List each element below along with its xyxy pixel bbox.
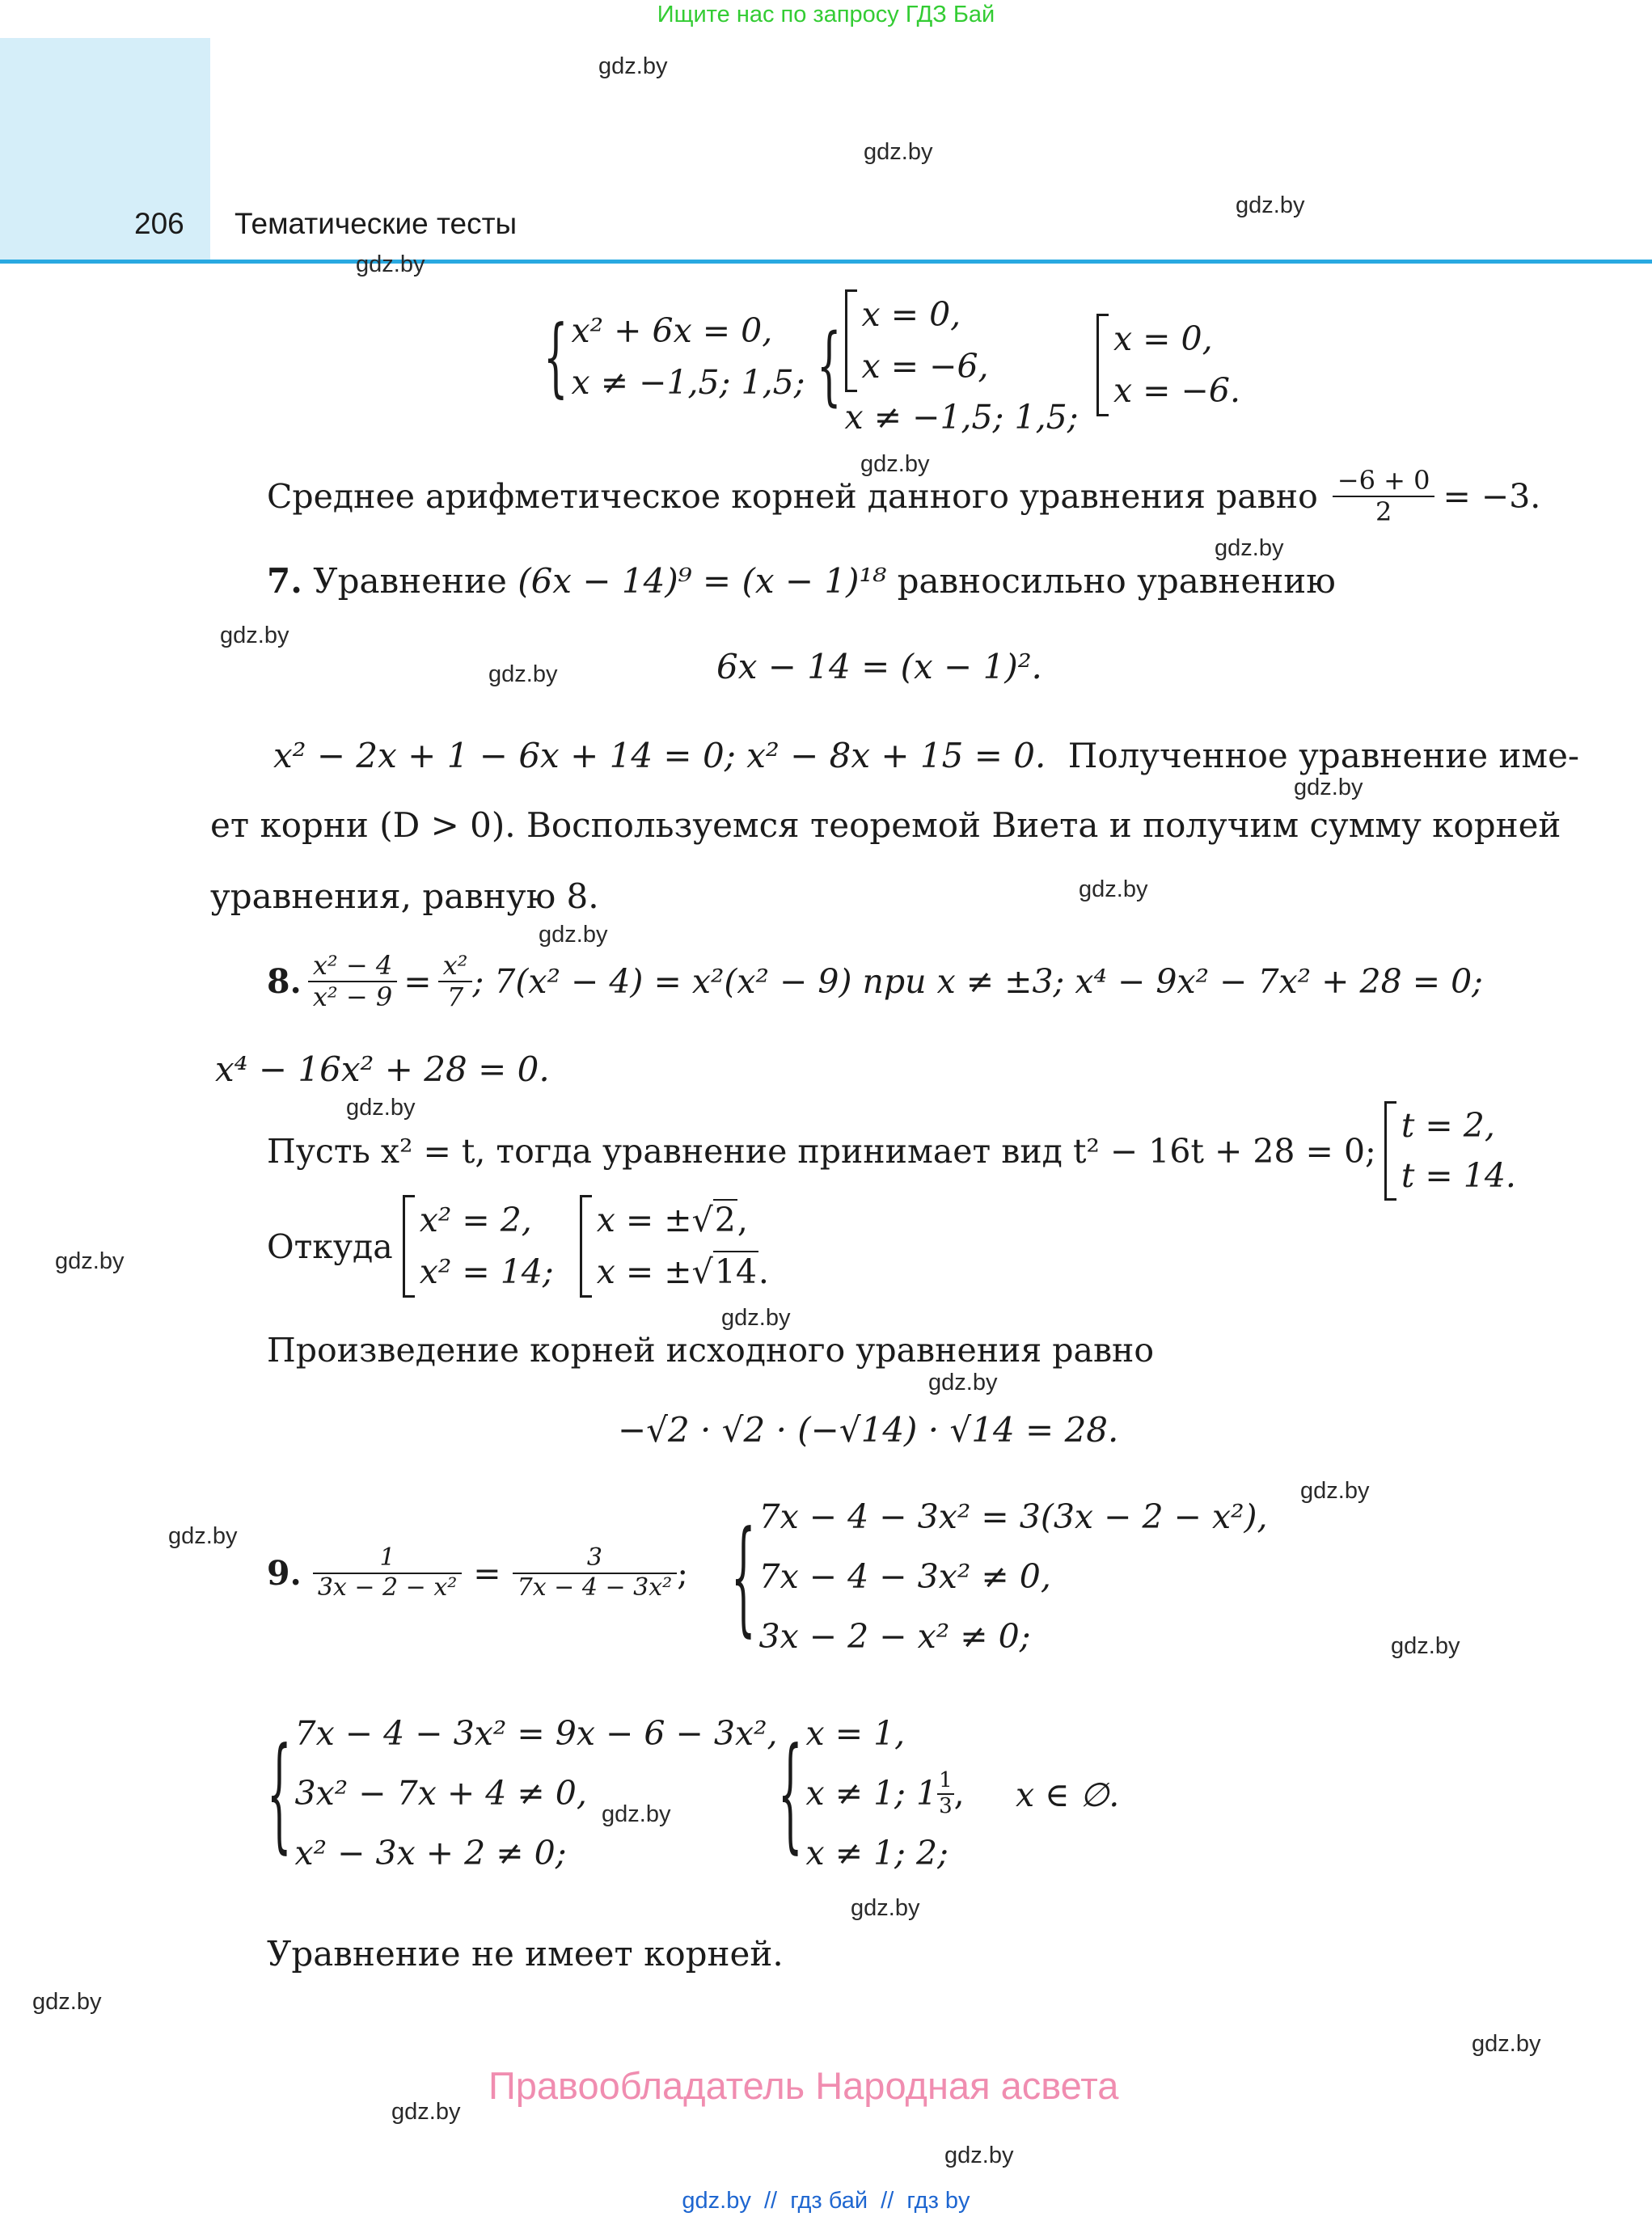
t-set bbox=[1384, 1101, 1516, 1201]
copyright-notice: Правообладатель Народная асвета bbox=[488, 2064, 1119, 2107]
system-row: 7x − 4 − 3x² = 9x − 6 − 3x², bbox=[294, 1714, 778, 1753]
watermark: gdz.by bbox=[1236, 192, 1305, 218]
watermark: gdz.by bbox=[356, 251, 425, 277]
set-row: x = 0, bbox=[1113, 319, 1213, 358]
set-row: x² = 14; bbox=[419, 1252, 554, 1291]
fraction-numerator: 3 bbox=[513, 1544, 678, 1574]
solution8-let-line bbox=[267, 1101, 1516, 1201]
result-set bbox=[1096, 314, 1240, 416]
system-row: x² − 3x + 2 ≠ 0; bbox=[294, 1833, 567, 1872]
watermark: gdz.by bbox=[602, 1801, 671, 1827]
set-row: t = 2, bbox=[1401, 1106, 1495, 1145]
set-bracket bbox=[845, 289, 857, 392]
equation: (6x − 14)⁹ = (x − 1)¹⁸ bbox=[518, 561, 887, 601]
fraction-denominator: 7 bbox=[446, 981, 464, 1012]
equation: x² − 2x + 1 − 6x + 14 = 0; x² − 8x + 15 = 0. bbox=[273, 736, 1046, 775]
set-bracket bbox=[580, 1195, 592, 1298]
equation: ; 7(x² − 4) = x²(x² − 9) при x ≠ ±3; x⁴ − 9x² − 7x² + 28 = 0; bbox=[472, 961, 1483, 1001]
solution8-product-eq: −√2 · √2 · (−√14) · √14 = 28. bbox=[618, 1410, 1119, 1450]
solution9-system-1: { 7x − 4 − 3x² = 3(3x − 2 − x²), 7x − 4 − 3x² ≠ 0, 3x − 2 − x² ≠ 0; bbox=[731, 1488, 1268, 1666]
watermark: gdz.by bbox=[346, 1095, 416, 1121]
fraction-denominator: 3 bbox=[939, 1793, 953, 1818]
fraction-numerator: −6 + 0 bbox=[1333, 466, 1435, 497]
watermark: gdz.by bbox=[1472, 2031, 1541, 2057]
watermark: gdz.by bbox=[928, 1370, 998, 1395]
watermark: gdz.by bbox=[598, 53, 668, 79]
watermark: gdz.by bbox=[220, 623, 289, 648]
solution8-line2: x⁴ − 16x² + 28 = 0. bbox=[215, 1049, 550, 1089]
intro-text: Уравнение bbox=[313, 561, 507, 601]
watermark: gdz.by bbox=[55, 1248, 125, 1274]
watermark: gdz.by bbox=[539, 922, 608, 948]
system-1: { x² + 6x = 0, x ≠ −1,5; 1,5; bbox=[543, 306, 805, 407]
watermark: gdz.by bbox=[860, 451, 930, 477]
fraction-denominator: 2 bbox=[1375, 496, 1392, 527]
top-banner[interactable]: Ищите нас по запросу ГДЗ Бай bbox=[657, 2, 995, 27]
solution9-system-2: { 7x − 4 − 3x² = 9x − 6 − 3x², 3x² − 7x + 4 ≠ 0, x² − 3x + 2 ≠ 0; bbox=[267, 1704, 778, 1883]
equiv-text: равносильно уравнению bbox=[897, 561, 1336, 601]
watermark: gdz.by bbox=[1079, 876, 1148, 902]
system-2: { x = 0, x = −6, x ≠ −1,5; 1,5; bbox=[817, 289, 1079, 444]
set-bracket bbox=[1096, 314, 1109, 416]
root-set bbox=[580, 1195, 769, 1298]
watermark: gdz.by bbox=[1294, 775, 1363, 800]
fraction bbox=[313, 1544, 462, 1602]
set-row: x = −6, bbox=[861, 346, 989, 386]
radicand: 14 bbox=[714, 1252, 757, 1291]
problem-number: 8. bbox=[267, 961, 302, 1001]
solution9-line1: 9. $\frac{1}{\text{3x − 2 − x²}}$ = $\frac{3}{\text{7x − 4 − 3x²}}$ ; bbox=[267, 1543, 689, 1602]
watermark: gdz.by bbox=[168, 1523, 238, 1549]
root-prefix: x = ± bbox=[596, 1252, 692, 1291]
fraction-numerator: x² bbox=[438, 951, 473, 982]
system-row: x ≠ 1; 1 $\frac{1}{3}$ , bbox=[806, 1764, 965, 1824]
root-prefix: x = ± bbox=[596, 1201, 692, 1239]
fraction-numerator: 1 bbox=[313, 1544, 462, 1574]
system-row: 7x − 4 − 3x² = 3(3x − 2 − x²), bbox=[758, 1497, 1268, 1536]
fraction bbox=[438, 951, 473, 1012]
watermark: gdz.by bbox=[32, 1989, 102, 2015]
watermark: gdz.by bbox=[864, 139, 933, 165]
fraction-numerator: 1 bbox=[937, 1769, 954, 1795]
fraction-denominator: x² − 9 bbox=[312, 981, 393, 1012]
solution9-conclusion: Уравнение не имеет корней. bbox=[267, 1934, 784, 1974]
problem-number: 9. bbox=[267, 1553, 302, 1593]
watermark: gdz.by bbox=[1300, 1478, 1370, 1504]
watermark: gdz.by bbox=[944, 2143, 1014, 2168]
system-row: 7x − 4 − 3x² ≠ 0, bbox=[758, 1556, 1051, 1596]
fraction-denominator: 3x − 2 − x² bbox=[317, 1573, 458, 1602]
set-row: x² = 2, bbox=[419, 1201, 532, 1239]
set-row: x = −6. bbox=[1113, 370, 1241, 410]
let-text: Пусть x² = t, тогда уравнение принимает вид t² − 16t + 28 = 0; bbox=[267, 1131, 1376, 1171]
text: Полученное уравнение име- bbox=[1067, 736, 1580, 775]
set-row: x = 0, bbox=[861, 295, 961, 334]
empty-set-result: x ∈ ∅. bbox=[1016, 1775, 1120, 1814]
set-row: x = ±√14. bbox=[596, 1252, 769, 1291]
fraction bbox=[308, 951, 397, 1012]
set-row: t = 14. bbox=[1401, 1155, 1516, 1195]
system-row: x² + 6x = 0, bbox=[571, 311, 773, 350]
x-set bbox=[403, 1195, 554, 1298]
radicand: 2 bbox=[714, 1201, 736, 1239]
mean-line bbox=[267, 466, 1540, 527]
section-title: Тематические тесты bbox=[234, 207, 518, 240]
set-bracket bbox=[1384, 1101, 1396, 1201]
mean-fraction bbox=[1333, 466, 1435, 527]
solution7-line2: ет корни (D > 0). Воспользуемся теоремой Виета и получим сумму корней bbox=[210, 805, 1561, 845]
set-row: x = ±√2, bbox=[596, 1201, 748, 1239]
watermark: gdz.by bbox=[488, 661, 558, 687]
watermark: gdz.by bbox=[1391, 1633, 1460, 1659]
page-number: 206 bbox=[134, 207, 184, 240]
solution7-line1 bbox=[273, 736, 1579, 775]
row-prefix: x ≠ 1; 1 bbox=[805, 1773, 938, 1813]
system-row: x ≠ −1,5; 1,5; bbox=[571, 362, 805, 402]
fraction bbox=[513, 1544, 678, 1602]
footer-links[interactable]: gdz.by // гдз бай // гдз by bbox=[682, 2188, 970, 2214]
watermark: gdz.by bbox=[391, 2099, 461, 2125]
solution8-product-text: Произведение корней исходного уравнения равно bbox=[267, 1331, 1155, 1370]
whence-text: Откуда bbox=[267, 1226, 393, 1266]
solution7-intro bbox=[267, 561, 1336, 601]
fraction-numerator: x² − 4 bbox=[308, 951, 397, 982]
solution7-line3: уравнения, равную 8. bbox=[210, 876, 599, 916]
fraction-denominator: 7x − 4 − 3x² bbox=[517, 1573, 673, 1602]
fraction bbox=[937, 1769, 954, 1819]
solution9-system-3: { x = 1, x ≠ 1; 1 $\frac{1}{3}$ , x ≠ 1; 2; bbox=[778, 1704, 965, 1883]
system-row: x ≠ 1; 2; bbox=[805, 1833, 949, 1872]
watermark: gdz.by bbox=[1215, 535, 1284, 561]
solution8-whence-line bbox=[267, 1195, 769, 1298]
system-row: 3x² − 7x + 4 ≠ 0, bbox=[294, 1773, 587, 1813]
system-row: 3x − 2 − x² ≠ 0; bbox=[758, 1616, 1031, 1656]
watermark: gdz.by bbox=[851, 1895, 920, 1921]
mean-result: = −3. bbox=[1443, 476, 1541, 516]
mean-text: Среднее арифметическое корней данного уравнения равно bbox=[267, 476, 1318, 516]
system-row: x ≠ −1,5; 1,5; bbox=[844, 398, 1079, 437]
equivalent-equation: 6x − 14 = (x − 1)². bbox=[716, 647, 1042, 686]
solution8-line1: 8. $\frac{\text{x² − 4}}{\text{x² − 9}}$ = $\frac{\text{x²}}{7}$ ; 7(x² − 4) = x²(x² − 9) при x ≠ ±3; x⁴ − 9x² − 7x² + 28 = 0; bbox=[267, 950, 1483, 1012]
system-row: x = 1, bbox=[805, 1714, 906, 1753]
set-bracket bbox=[403, 1195, 415, 1298]
problem-number: 7. bbox=[267, 561, 302, 601]
watermark: gdz.by bbox=[721, 1305, 791, 1331]
